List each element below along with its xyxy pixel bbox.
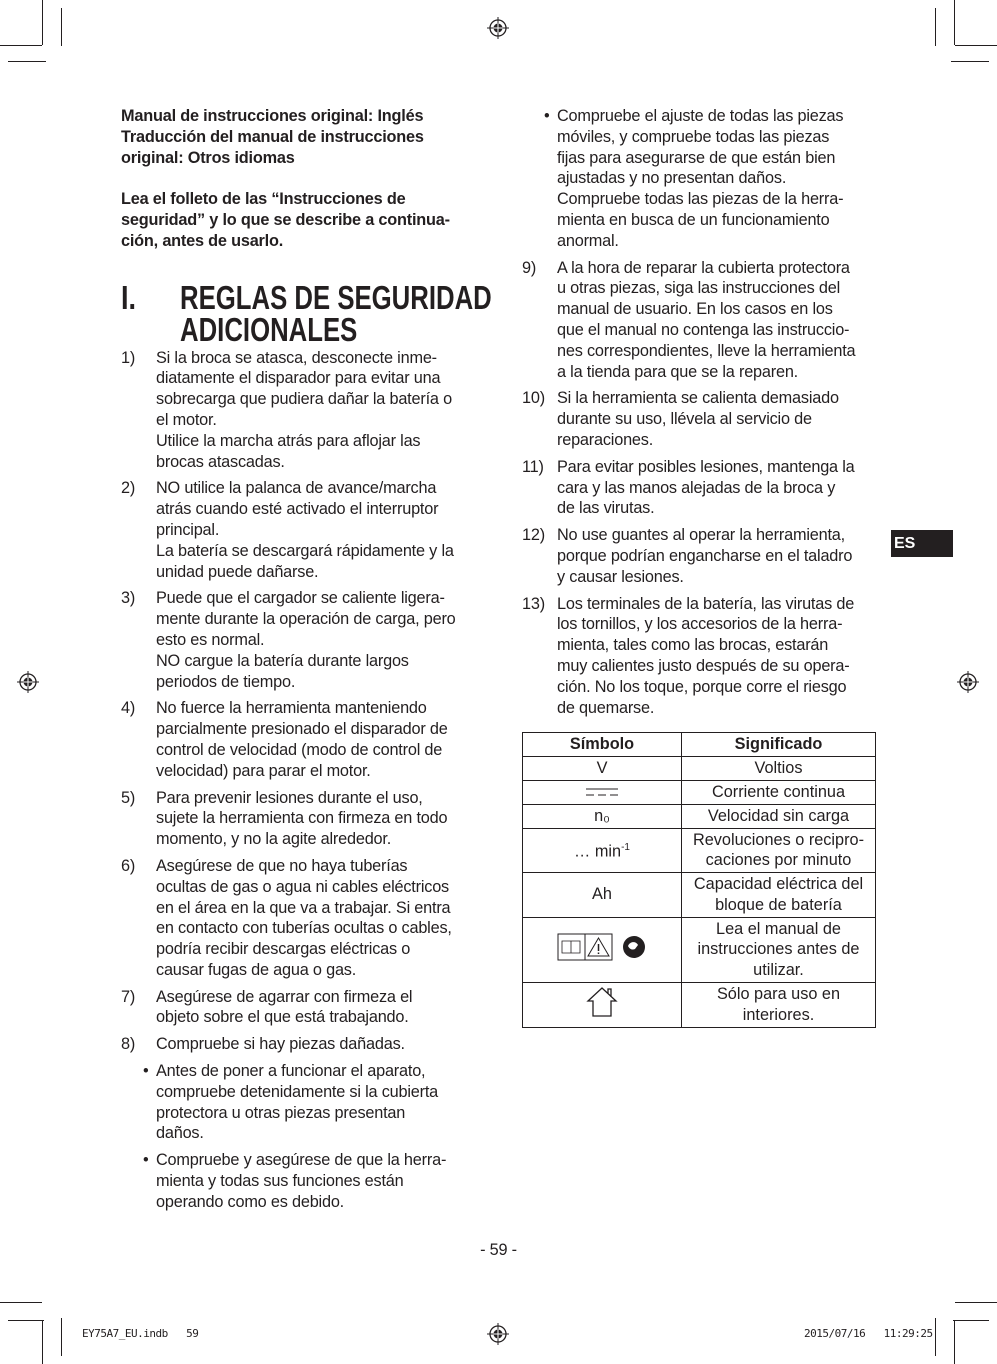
dc-symbol-icon (523, 780, 682, 804)
crop-mark (8, 1320, 44, 1321)
item-number: 6) (121, 856, 136, 875)
symbol-rpm-exponent: -1 (621, 842, 630, 854)
item-number: 3) (121, 589, 136, 608)
item-text: Si la broca se atasca, desconecte inme- diatamente el disparador para evitar una sobrecarga que pudiera dañar la batería o el motor. Utilice la marcha atrás para aflojar las brocas atascadas. (156, 348, 452, 471)
bullet-icon: • (544, 107, 550, 125)
registration-mark-icon (17, 671, 39, 693)
right-column (522, 106, 882, 1028)
footer-datetime: 2015/07/16 11:29:25 (804, 1327, 933, 1340)
item-text: No fuerce la herramienta manteniendo parcialmente presionado el disparador de control de velocidad (modo de control de velocidad) para parar el motor. (156, 699, 448, 780)
item-number: 8) (121, 1035, 136, 1054)
meaning: Capacidad eléctrica del bloque de batería (682, 873, 876, 918)
item-text: Puede que el cargador se caliente ligera- mente durante la operación de carga, pero esto es normal. NO cargue la batería durante largos periodos de tiempo. (156, 589, 456, 691)
meaning: Voltios (682, 757, 876, 781)
symbol-rpm-text: … min (574, 842, 622, 861)
bullet-icon: • (143, 1062, 149, 1081)
crop-mark (951, 61, 989, 62)
registration-mark-icon (487, 17, 509, 39)
safety-leaflet-note: Lea el folleto de las “Instrucciones de seguridad” y lo que se describe a continua- ción, antes de usarlo. (121, 190, 450, 250)
house-icon (523, 983, 682, 1028)
crop-mark (61, 1318, 62, 1356)
table-row (523, 780, 876, 804)
list-item (121, 788, 481, 850)
item-text: Asegúrese de que no haya tuberías ocultas de gas o agua ni cables eléctricos en el área en la que va a trabajar. Si entra en contacto con tuberías ocultas o cables, podría recibir descargas eléctricas o causar fugas de agua o gas. (156, 856, 452, 979)
bullet-text: Compruebe y asegúrese de que la herra- mienta y todas sus funciones están operando como es debido. (156, 1151, 447, 1211)
item-number: 12) (522, 526, 545, 545)
item-number: 9) (522, 258, 537, 277)
item-text: Asegúrese de agarrar con firmeza el objeto sobre el que está trabajando. (156, 987, 413, 1027)
list-item (121, 478, 481, 582)
item-number: 2) (121, 479, 136, 498)
left-column (121, 106, 492, 1219)
list-item (121, 1034, 481, 1055)
table-header-symbol: Símbolo (523, 733, 682, 757)
list-item (522, 594, 882, 719)
symbol-no-load-speed: n₀ (523, 804, 682, 828)
table-row (523, 983, 876, 1028)
meaning: Lea el manual de instrucciones antes de utilizar. (682, 917, 876, 982)
item-text: Los terminales de la batería, las virutas de los tornillos, y los accesorios de la herra- mienta, tales como las brocas, estarán muy calientes justo después de su opera- ción. No los toque, porque corre el riesgo de quemarse. (557, 594, 855, 717)
list-item (121, 348, 481, 473)
bullet-item (522, 106, 882, 252)
item-number: 10) (522, 389, 545, 408)
language-tab: ES (891, 530, 953, 557)
meaning: Sólo para uso en interiores. (682, 983, 876, 1028)
item-text: Para evitar posibles lesiones, mantenga la cara y las manos alejadas de la broca y de las virutas. (557, 457, 855, 518)
crop-mark (935, 1318, 936, 1356)
item-number: 4) (121, 699, 136, 718)
section-heading (121, 278, 492, 350)
item-number: 1) (121, 348, 136, 367)
bullet-item (121, 1061, 481, 1144)
list-item (522, 457, 882, 519)
table-row (523, 828, 876, 873)
crop-mark (954, 0, 955, 45)
item-text: Si la herramienta se calienta demasiado durante su uso, llévela al servicio de reparaciones. (557, 389, 839, 449)
item-number: 7) (121, 987, 136, 1006)
crop-mark (0, 1302, 42, 1303)
list-item (522, 525, 882, 587)
list-item (121, 856, 481, 981)
crop-mark (61, 8, 62, 46)
crop-mark (953, 1320, 989, 1321)
table-row (523, 873, 876, 918)
registration-mark-icon (487, 1323, 509, 1345)
item-text: Compruebe si hay piezas dañadas. (156, 1035, 405, 1054)
table-row (523, 804, 876, 828)
crop-mark (955, 1302, 997, 1303)
footer-file: EY75A7_EU.indb 59 (82, 1327, 199, 1340)
symbol-rpm (523, 828, 682, 873)
item-number: 5) (121, 788, 136, 807)
meaning: Velocidad sin carga (682, 804, 876, 828)
book-warning-icon (557, 933, 647, 961)
bullet-item (121, 1150, 481, 1212)
item-text: A la hora de reparar la cubierta protectora u otras piezas, siga las instrucciones del manual de usuario. En los casos en los que el manual no contenga las instruccio- nes correspondientes, lleve la herramienta a la tienda para que se la reparen. (557, 258, 856, 381)
symbol-volts: V (523, 757, 682, 781)
registration-mark-icon (957, 671, 979, 693)
item-text: Para prevenir lesiones durante el uso, sujete la herramienta con firmeza en todo momento, y no la agite alrededor. (156, 788, 448, 849)
bullet-icon: • (143, 1151, 149, 1170)
page-number: - 59 - (480, 1241, 517, 1259)
list-item (121, 987, 481, 1029)
table-row (523, 757, 876, 781)
crop-mark (935, 8, 936, 46)
symbol-table (522, 732, 876, 1027)
original-manual-note: Manual de instrucciones original: Inglés Traducción del manual de instrucciones original: Otros idiomas (121, 107, 424, 167)
table-row (523, 917, 876, 982)
crop-mark (42, 0, 43, 45)
section-title: REGLAS DE SEGURIDAD ADICIONALES (180, 278, 492, 348)
table-header-meaning: Significado (682, 733, 876, 757)
bullet-text: Antes de poner a funcionar el aparato, compruebe detenidamente si la cubierta protectora u otras piezas presentan daños. (156, 1062, 439, 1143)
item-text: NO utilice la palanca de avance/marcha atrás cuando esté activado el interruptor principal. La batería se descargará rápidamente y la unidad puede dañarse. (156, 479, 454, 581)
section-number: I. (121, 278, 137, 316)
symbol-amp-hours: Ah (523, 873, 682, 918)
crop-mark (8, 61, 46, 62)
list-item (121, 698, 481, 781)
item-number: 13) (522, 594, 545, 613)
crop-mark (0, 45, 42, 46)
list-item (522, 388, 882, 450)
list-item (121, 588, 481, 692)
meaning: Corriente continua (682, 780, 876, 804)
read-manual-icons (523, 917, 682, 982)
item-text: No use guantes al operar la herramienta, porque podrían engancharse en el taladro y causar lesiones. (557, 526, 853, 586)
crop-mark (42, 1320, 43, 1364)
item-number: 11) (522, 457, 544, 476)
bullet-text: Compruebe el ajuste de todas las piezas móviles, y compruebe todas las piezas fijas para asegurarse de que están bien ajustadas y no presentan daños. Compruebe todas las piezas de la herra- mienta en busca de un funcionamiento anormal. (557, 107, 844, 250)
crop-mark (954, 1320, 955, 1364)
crop-mark (955, 45, 997, 46)
meaning: Revoluciones o recipro- caciones por minuto (682, 828, 876, 873)
list-item (522, 258, 882, 383)
